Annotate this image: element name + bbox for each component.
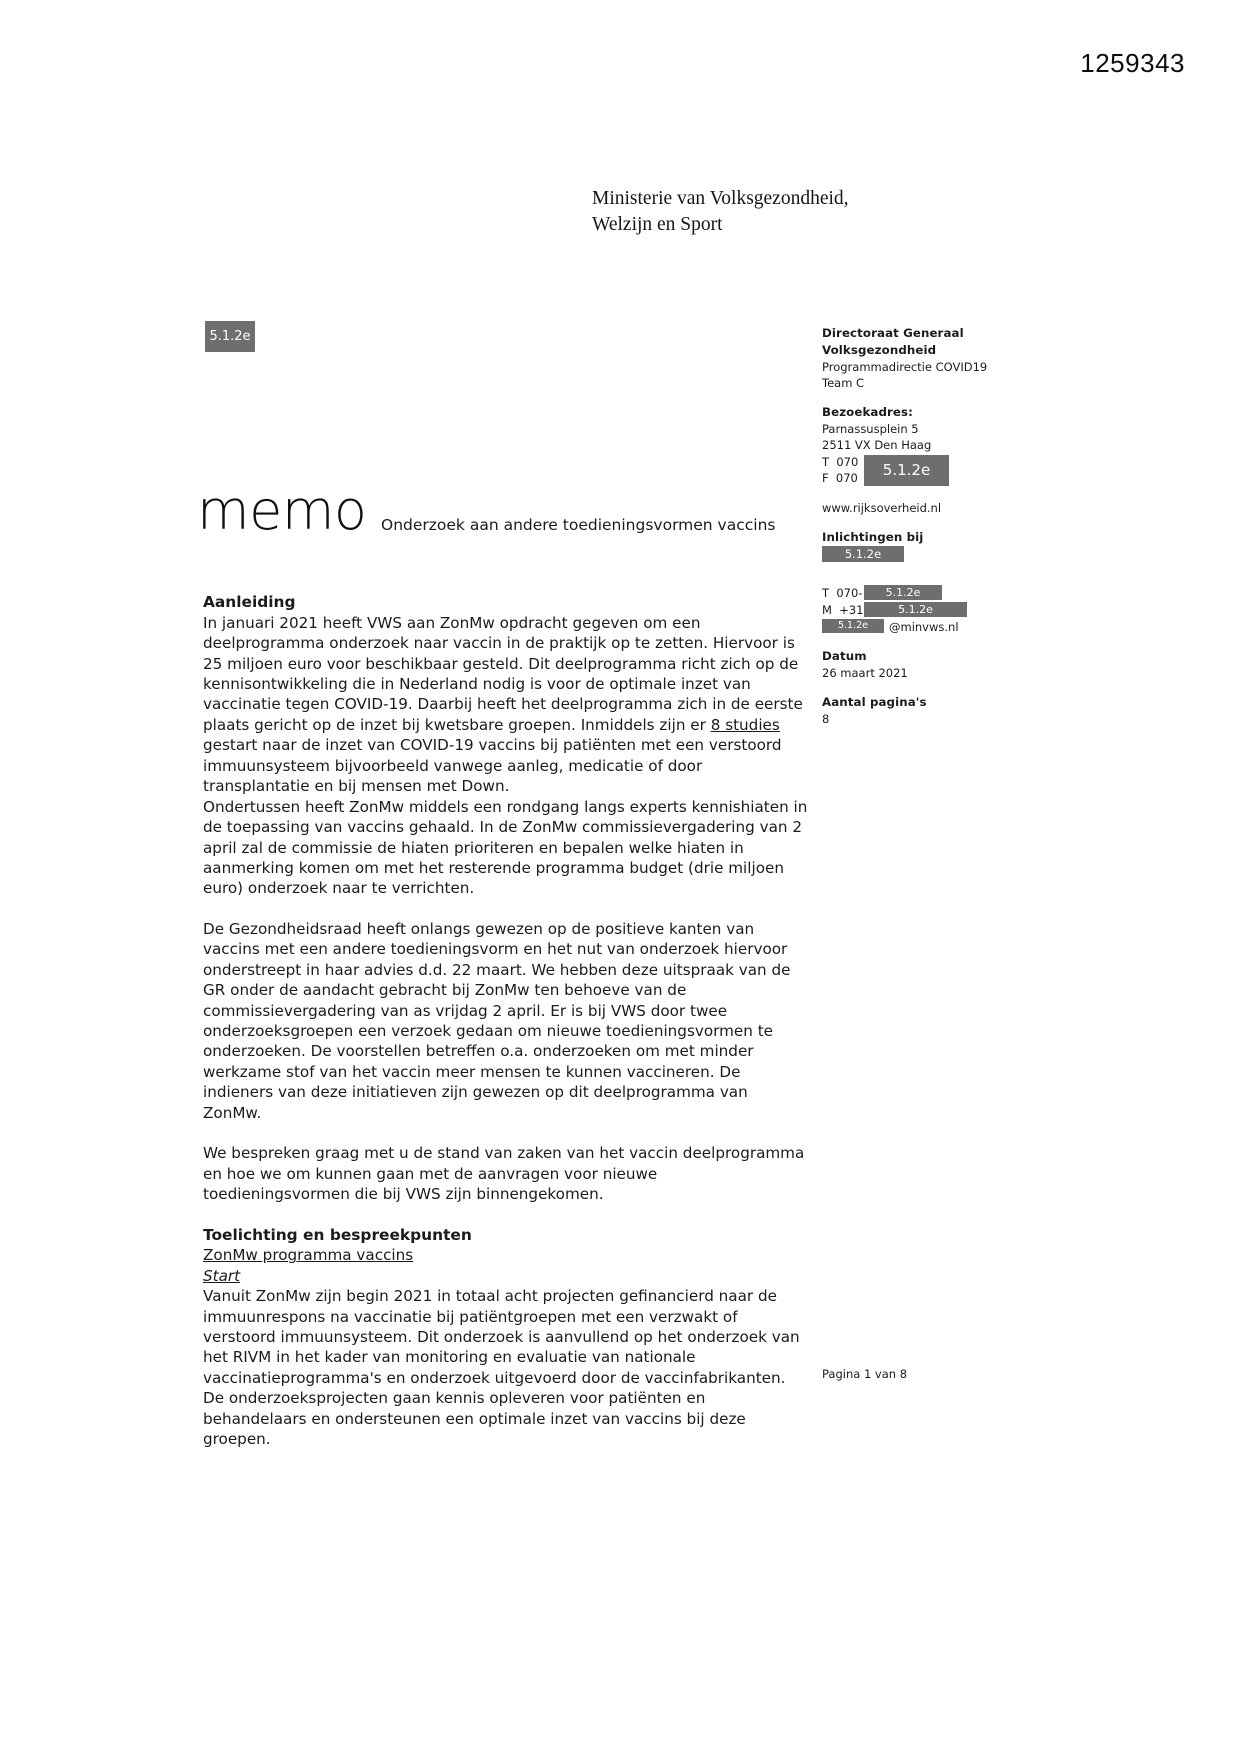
redaction-box-info-name: 5.1.2e xyxy=(822,546,904,562)
paragraph-spacer xyxy=(203,899,808,919)
paragraph-2: Ondertussen heeft ZonMw middels een rondgang langs experts kennishiaten in de toepassing van vaccins gehaald. In de ZonMw commissievergadering van 2 april zal de commissie de hiaten prioriteren en bepalen welke hiaten in aanmerking komen om met het resterende programma budget (drie miljoen euro) onderzoek naar te verrichten. xyxy=(203,797,808,898)
pages-value: 8 xyxy=(822,711,830,726)
address-city: 2511 VX Den Haag xyxy=(822,438,932,453)
address-street: Parnassusplein 5 xyxy=(822,421,919,436)
sidebar-block-pages xyxy=(822,694,1022,727)
sidebar-spacer xyxy=(822,575,1022,585)
paragraph-spacer xyxy=(203,1123,808,1143)
ministry-line-2: Welzijn en Sport xyxy=(592,213,723,235)
memo-body xyxy=(203,592,808,1450)
sidebar-block-address xyxy=(822,404,1022,486)
redaction-box-contact-phone: 5.1.2e xyxy=(864,585,942,600)
heading-toelichting: Toelichting en bespreekpunten xyxy=(203,1225,472,1244)
subheading-start: Start xyxy=(203,1266,241,1285)
paragraph-1-part-a: In januari 2021 heeft VWS aan ZonMw opdracht gegeven om een deelprogramma onderzoek naar vaccin in de praktijk op te zetten. Hiervoor is 25 miljoen euro voor beschikbaar gesteld. Dit deelprogramma richt zich op de kennisontwikkeling die in Nederland nodig is voor de optimale inzet van vaccinatie tegen COVID-19. Daarbij heeft het deelprogramma zich in de eerste plaats gericht op de inzet bij kwetsbare groepen. Inmiddels zijn er xyxy=(203,613,803,734)
redaction-box-contact-email: 5.1.2e xyxy=(822,619,884,633)
sidebar-block-website xyxy=(822,500,1022,516)
redaction-box-addressee: 5.1.2e xyxy=(205,321,255,352)
heading-aanleiding: Aanleiding xyxy=(203,593,296,611)
paragraph-spacer xyxy=(203,1205,808,1225)
paragraph-3: De Gezondheidsraad heeft onlangs gewezen op de positieve kanten van vaccins met een andere toedieningsvorm en het nut van onderzoek hiervoor onderstreept in haar advies d.d. 22 maart. We hebben deze uitspraak van de GR onder de aandacht gebracht bij ZonMw ten behoeve van de commissievergadering van as vrijdag 2 april. Er is bij VWS door twee onderzoeksgroepen een verzoek gedaan om nieuwe toedieningsvormen te onderzoeken. De voorstellen betreffen o.a. onderzoeken om met minder werkzame stof van het vaccin meer mensen te kunnen vaccineren. De indieners van deze initiatieven zijn gewezen op dit deelprogramma van ZonMw. xyxy=(203,919,791,1122)
contact-email-domain: @minvws.nl xyxy=(889,620,959,635)
directorate-programme: Programmadirectie COVID19 xyxy=(822,359,988,374)
directorate-heading-line-2: Volksgezondheid xyxy=(822,342,937,357)
document-number: 1259343 xyxy=(1080,48,1185,78)
redaction-box-phone-fax: 5.1.2e xyxy=(864,455,949,486)
contact-phone-label: T 070- xyxy=(822,586,863,601)
memo-subtitle: Onderzoek aan andere toedieningsvormen vaccins xyxy=(381,516,776,534)
sidebar-block-date xyxy=(822,648,1022,681)
website-url: www.rijksoverheid.nl xyxy=(822,500,942,515)
sidebar-block-info xyxy=(822,529,1022,562)
paragraph-5: Vanuit ZonMw zijn begin 2021 in totaal acht projecten gefinancierd naar de immuunrespons na vaccinatie bij patiëntgroepen met een verzwakt of verstoord immuunsysteem. Dit onderzoek is aanvullend op het onderzoek van het RIVM in het kader van monitoring en evaluatie van nationale vaccinatieprogramma's en onderzoek uitgevoerd door de vaccinfabrikanten. De onderzoeksprojecten gaan kennis opleveren voor patiënten en behandelaars en ondersteunen een optimale inzet van vaccins bij deze groepen. xyxy=(203,1287,800,1449)
sidebar-block-contact xyxy=(822,585,1022,635)
sidebar-metadata xyxy=(822,325,1022,727)
link-8-studies[interactable]: 8 studies xyxy=(710,715,780,734)
pages-heading: Aantal pagina's xyxy=(822,695,927,710)
directorate-heading-line-1: Directoraat Generaal xyxy=(822,326,964,340)
paragraph-4: We bespreken graag met u de stand van zaken van het vaccin deelprogramma en hoe we om kunnen gaan met de aanvragen voor nieuwe toedieningsvormen die bij VWS zijn binnengekomen. xyxy=(203,1144,805,1204)
date-heading: Datum xyxy=(822,649,867,664)
page-footer: Pagina 1 van 8 xyxy=(822,1367,908,1381)
address-phone-label: T 070 xyxy=(822,454,859,469)
page-title: memo xyxy=(197,479,367,542)
address-heading: Bezoekadres: xyxy=(822,405,913,420)
sidebar-block-directorate xyxy=(822,325,1022,391)
directorate-team: Team C xyxy=(822,375,865,390)
paragraph-1 xyxy=(203,613,808,797)
address-phone-fax xyxy=(822,454,1022,487)
redaction-box-contact-mobile: 5.1.2e xyxy=(864,602,967,617)
info-heading: Inlichtingen bij xyxy=(822,529,924,544)
subheading-zonmw-programma: ZonMw programma vaccins xyxy=(203,1246,414,1265)
paragraph-1-part-b: gestart naar de inzet van COVID-19 vaccins bij patiënten met een verstoord immuunsysteem bijvoorbeeld vanwege aanleg, medicatie of door transplantatie en bij mensen met Down. xyxy=(203,736,782,796)
date-value: 26 maart 2021 xyxy=(822,665,908,680)
address-fax-label: F 070 xyxy=(822,470,858,485)
contact-mobile-label: M +31 xyxy=(822,603,864,618)
ministry-line-1: Ministerie van Volksgezondheid, xyxy=(592,188,849,209)
ministry-lockup xyxy=(592,186,849,238)
